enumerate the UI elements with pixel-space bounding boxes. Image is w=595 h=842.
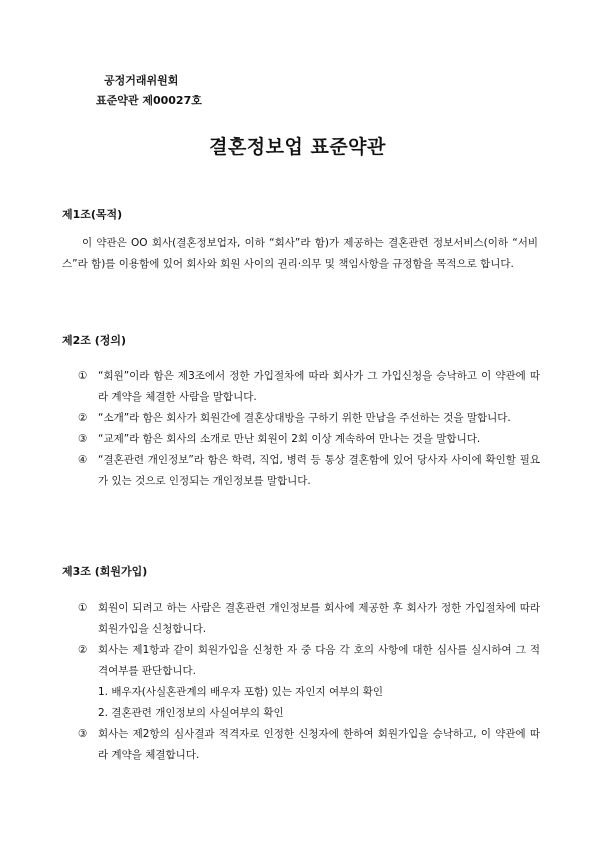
item-number: ② — [78, 644, 88, 656]
article-2-list — [78, 366, 540, 492]
sub-item: 1. 배우자(사실혼관계의 배우자 포함) 있는 자인지 여부의 확인 — [98, 686, 384, 698]
list-item — [78, 408, 540, 429]
item-text: 회사는 제2항의 심사결과 적격자로 인정한 신청자에 한하여 회원가입을 승낙하고, 이 약관에 따라 계약을 체결합니다. — [98, 728, 540, 761]
item-text: “소개”라 함은 회사가 회원간에 결혼상대방을 구하기 위한 만남을 주선하는 것을 말합니다. — [98, 412, 511, 424]
terms-number: 표준약관 제00027호 — [96, 94, 202, 107]
article-2-heading: 제2조 (정의) — [62, 334, 127, 347]
item-text: 회원이 되려고 하는 사람은 결혼관련 개인정보를 회사에 제공한 후 회사가 정한 가입절차에 따라 회원가입을 신청합니다. — [98, 602, 540, 635]
item-number: ④ — [78, 454, 88, 466]
list-item — [78, 366, 540, 408]
sub-item: 2. 결혼관련 개인정보의 사실여부의 확인 — [98, 707, 284, 719]
item-text: “결혼관련 개인정보”라 함은 학력, 직업, 병력 등 통상 결혼함에 있어 당사자 사이에 확인할 필요가 있는 것으로 인정되는 개인정보를 말합니다. — [98, 454, 540, 487]
item-text: 회사는 제1항과 같이 회원가입을 신청한 자 중 다음 각 호의 사항에 대한 심사를 실시하여 그 적격여부를 판단합니다. — [98, 644, 540, 677]
item-text: “교제”라 함은 회사의 소개로 만난 회원이 2회 이상 계속하여 만나는 것을 말합니다. — [98, 433, 481, 445]
list-item — [78, 724, 540, 766]
article-1-paragraph: 이 약관은 OO 회사(결혼정보업자, 이하 “회사”라 함)가 제공하는 결혼관련 정보서비스(이하 “서비스”라 함)를 이용함에 있어 회사와 회원 사이의 권리·의무 및 책임사항을 규정함을 목적으로 합니다. — [62, 237, 538, 270]
document-title: 결혼정보업 표준약관 — [209, 136, 386, 158]
article-3-list — [78, 598, 540, 766]
article-1-heading: 제1조(목적) — [62, 208, 123, 221]
item-number: ① — [78, 602, 88, 614]
list-item — [78, 640, 540, 724]
item-text: “회원”이라 함은 제3조에서 정한 가입절차에 따라 회사가 그 가입신청을 승낙하고 이 약관에 따라 계약을 체결한 사람을 말합니다. — [98, 370, 540, 403]
list-item — [78, 598, 540, 640]
item-number: ③ — [78, 433, 88, 445]
item-number: ③ — [78, 728, 88, 740]
list-item — [78, 450, 540, 492]
issuer-name: 공정거래위원회 — [104, 74, 179, 87]
article-3-heading: 제3조 (회원가입) — [62, 565, 148, 578]
list-item — [78, 429, 540, 450]
item-number: ① — [78, 370, 88, 382]
item-number: ② — [78, 412, 88, 424]
